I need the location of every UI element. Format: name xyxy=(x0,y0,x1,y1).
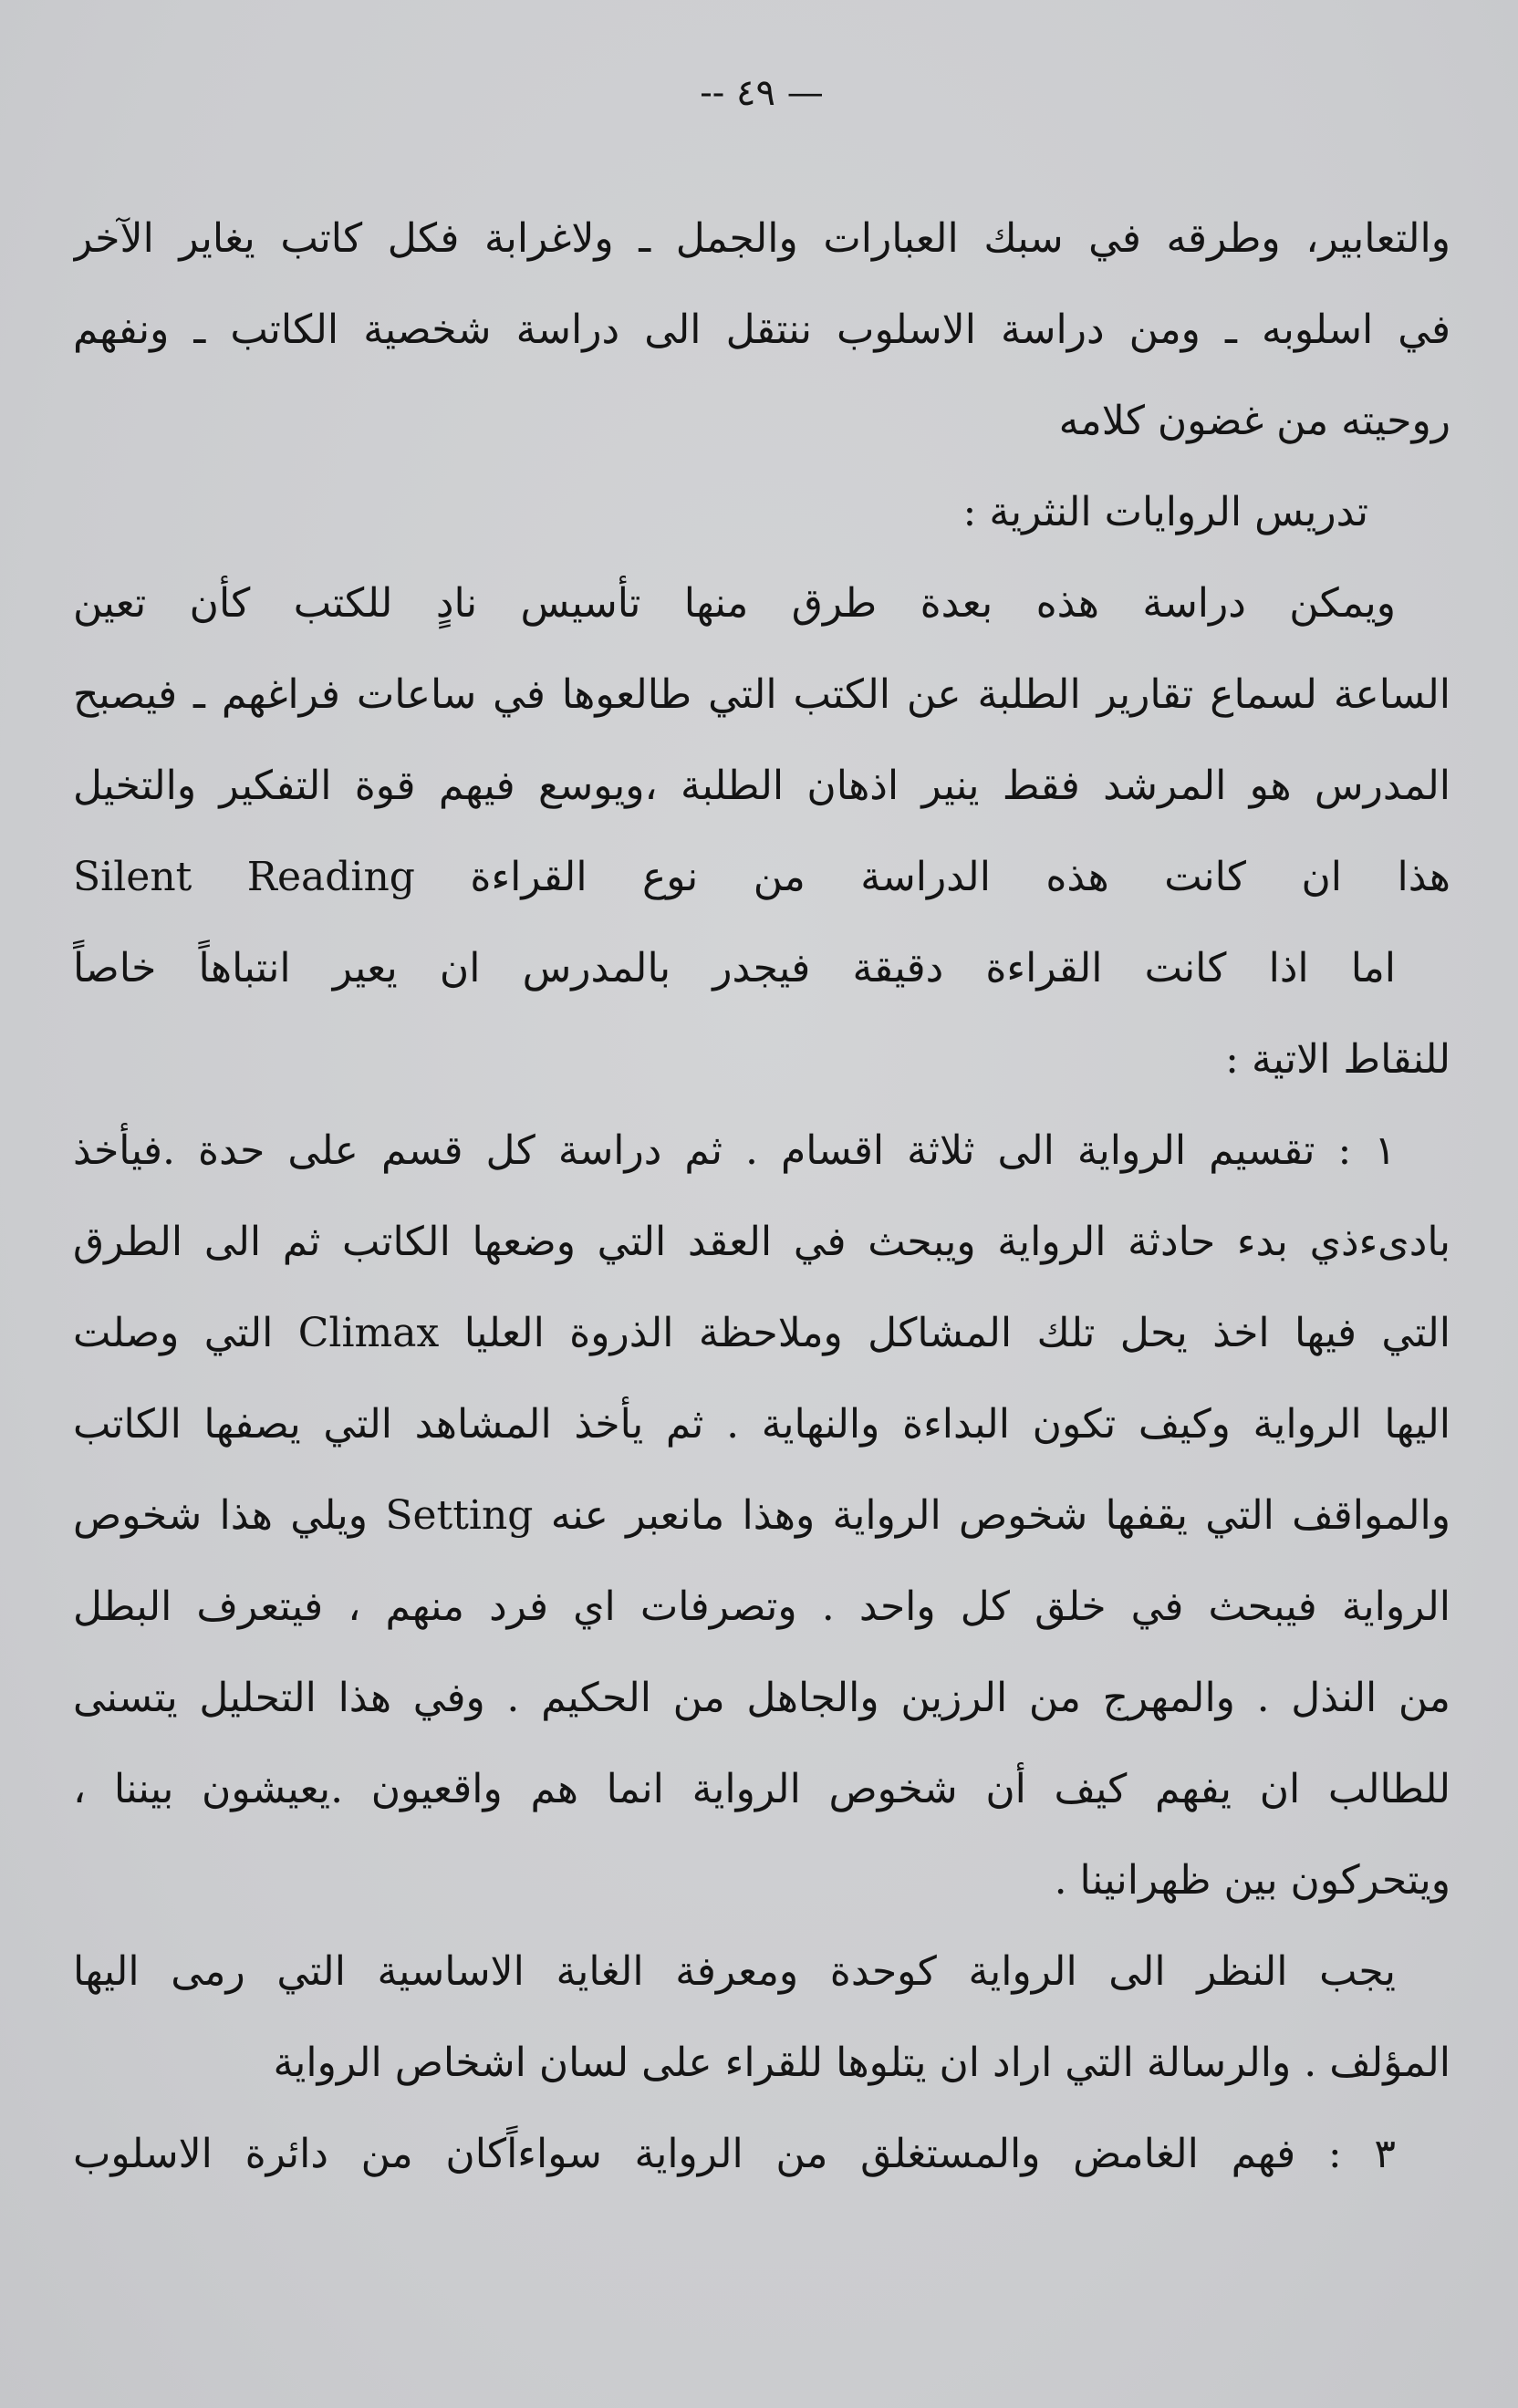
paragraph-point-three xyxy=(73,2109,1450,2200)
text-line: ويمكن دراسة هذه بعدة طرق منها تأسيس نادٍ للكتب كأن تعين xyxy=(73,580,1396,627)
text-line: روحيته من غضون كلامه xyxy=(1058,398,1450,444)
text-line: الرواية فيبحث في خلق كل واحد . وتصرفات اي فرد منهم ، فيتعرف البطل xyxy=(73,1583,1450,1630)
text-line: اليها الرواية وكيف تكون البداءة والنهاية . ثم يأخذ المشاهد التي يصفها الكاتب xyxy=(73,1401,1450,1448)
text-line: هذا ان كانت هذه الدراسة من نوع القراءة Silent Reading xyxy=(73,854,1450,900)
text-line: والتعابير، وطرقه في سبك العبارات والجمل ـ ولاغرابة فكل كاتب يغاير الآخر xyxy=(73,215,1450,262)
paragraph-prose-novels xyxy=(73,558,1450,1105)
text-line: من النذل . والمهرج من الرزين والجاهل من الحكيم . وفي هذا التحليل يتسنى xyxy=(73,1675,1450,1721)
section-heading xyxy=(73,467,1450,558)
text-line: المدرس هو المرشد فقط ينير اذهان الطلبة ،ويوسع فيهم قوة التفكير والتخيل xyxy=(73,763,1450,809)
text-line: المؤلف . والرسالة التي اراد ان يتلوها للقراء على لسان اشخاص الرواية xyxy=(273,2040,1450,2086)
text-line: ٣ : فهم الغامض والمستغلق من الرواية سواءاًكان من دائرة الاسلوب xyxy=(73,2131,1396,2177)
text-line: الساعة لسماع تقارير الطلبة عن الكتب التي طالعوها في ساعات فراغهم ـ فيصبح xyxy=(73,671,1450,718)
text-line: ١ : تقسيم الرواية الى ثلاثة اقسام . ثم دراسة كل قسم على حدة .فيأخذ xyxy=(73,1127,1396,1174)
text-line: والمواقف التي يقفها شخوص الرواية وهذا مانعبر عنه Setting ويلي هذا شخوص xyxy=(73,1492,1450,1539)
text-line: يجب النظر الى الرواية كوحدة ومعرفة الغاية الاساسية التي رمى اليها xyxy=(73,1948,1396,1995)
page-number: — ٤٩ -- xyxy=(700,72,824,114)
paragraph-point-two xyxy=(73,1926,1450,2109)
heading-line: تدريس الروايات النثرية : xyxy=(962,489,1368,535)
text-line: بادىءذي بدء حادثة الرواية ويبحث في العقد التي وضعها الكاتب ثم الى الطرق xyxy=(73,1219,1450,1265)
paragraph-point-one xyxy=(73,1105,1450,1926)
text-line: في اسلوبه ـ ومن دراسة الاسلوب ننتقل الى دراسة شخصية الكاتب ـ ونفهم xyxy=(73,306,1450,353)
text-line: للطالب ان يفهم كيف أن شخوص الرواية انما هم واقعيون .يعيشون بيننا ، xyxy=(73,1766,1450,1812)
text-line: اما اذا كانت القراءة دقيقة فيجدر بالمدرس ان يعير انتباهاً خاصاً xyxy=(73,945,1396,991)
text-line: التي فيها اخذ يحل تلك المشاكل وملاحظة الذروة العليا Climax التي وصلت xyxy=(73,1310,1450,1356)
text-line: للنقاط الاتية : xyxy=(1225,1036,1450,1083)
text-line: ويتحركون بين ظهرانينا . xyxy=(1054,1857,1450,1904)
paragraph-style-intro xyxy=(73,193,1450,467)
